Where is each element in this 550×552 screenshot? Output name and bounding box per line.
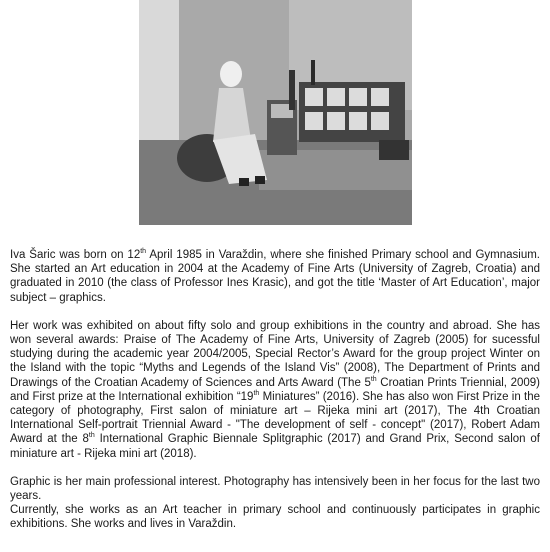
bio-text: Iva Šaric was born on 12 [10, 249, 141, 261]
bio-paragraph-current-work: Currently, she works as an Art teacher in primary school and continuously participates in graphic exhibitions. She works and lives in Varaždin. [10, 504, 540, 531]
ordinal-suffix: th [88, 432, 95, 440]
bio-paragraph-birth-education [10, 248, 540, 305]
bio-paragraph-interests: Graphic is her main professional interest. Photography has intensively been in her focus for the last two years. [10, 475, 540, 503]
artist-photo-illustration [139, 0, 412, 225]
bio-paragraph-exhibitions-awards [10, 319, 540, 461]
ordinal-suffix: th [253, 390, 260, 397]
bio-text: Croatian Prints Triennial, 2009) and First prize at the International exhibition “19 [10, 376, 540, 403]
artist-biography [10, 248, 540, 532]
artist-photo [139, 0, 412, 225]
ordinal-suffix: th [140, 248, 147, 256]
bio-text: International Graphic Biennale Splitgraphic (2017) and Grand Prix, Second salon of miniature art - Rijeka mini art (2018). [10, 433, 540, 460]
bio-text: Her work was exhibited on about fifty solo and group exhibitions in the country and abroad. She has won several awards: Praise of The Academy of Fine Arts, University of Zagreb (2005) for sucessful studying during the academic year 2004/2005, Special Rector’s Award for the group project Winter on the Island with the topic “Myths and Legends of the Island Vis” (2008), The Department of Prints and Drawings of the Croatian Academy of Sciences and Arts Award (The 5 [10, 319, 540, 389]
bio-text: April 1985 in Varaždin, where she finished Primary school and Gymnasium. She started an Art education in 2004 at the Academy of Fine Arts (University of Zagreb, Croatia) and graduated in 2010 (the class of Professor Ines Krasic), and got the title ‘Master of Art Education’, major subject – graphics. [10, 249, 540, 304]
bio-text: Miniatures” (2016). She has also won First Prize in the category of photography, First salon of miniature art – Rijeka mini art (2017), The 4th Croatian International Self-portrait Triennial Award - "The development of self - concept" (2017), Robert Adam Award at the 8 [10, 390, 541, 446]
ordinal-suffix: th [370, 375, 377, 383]
